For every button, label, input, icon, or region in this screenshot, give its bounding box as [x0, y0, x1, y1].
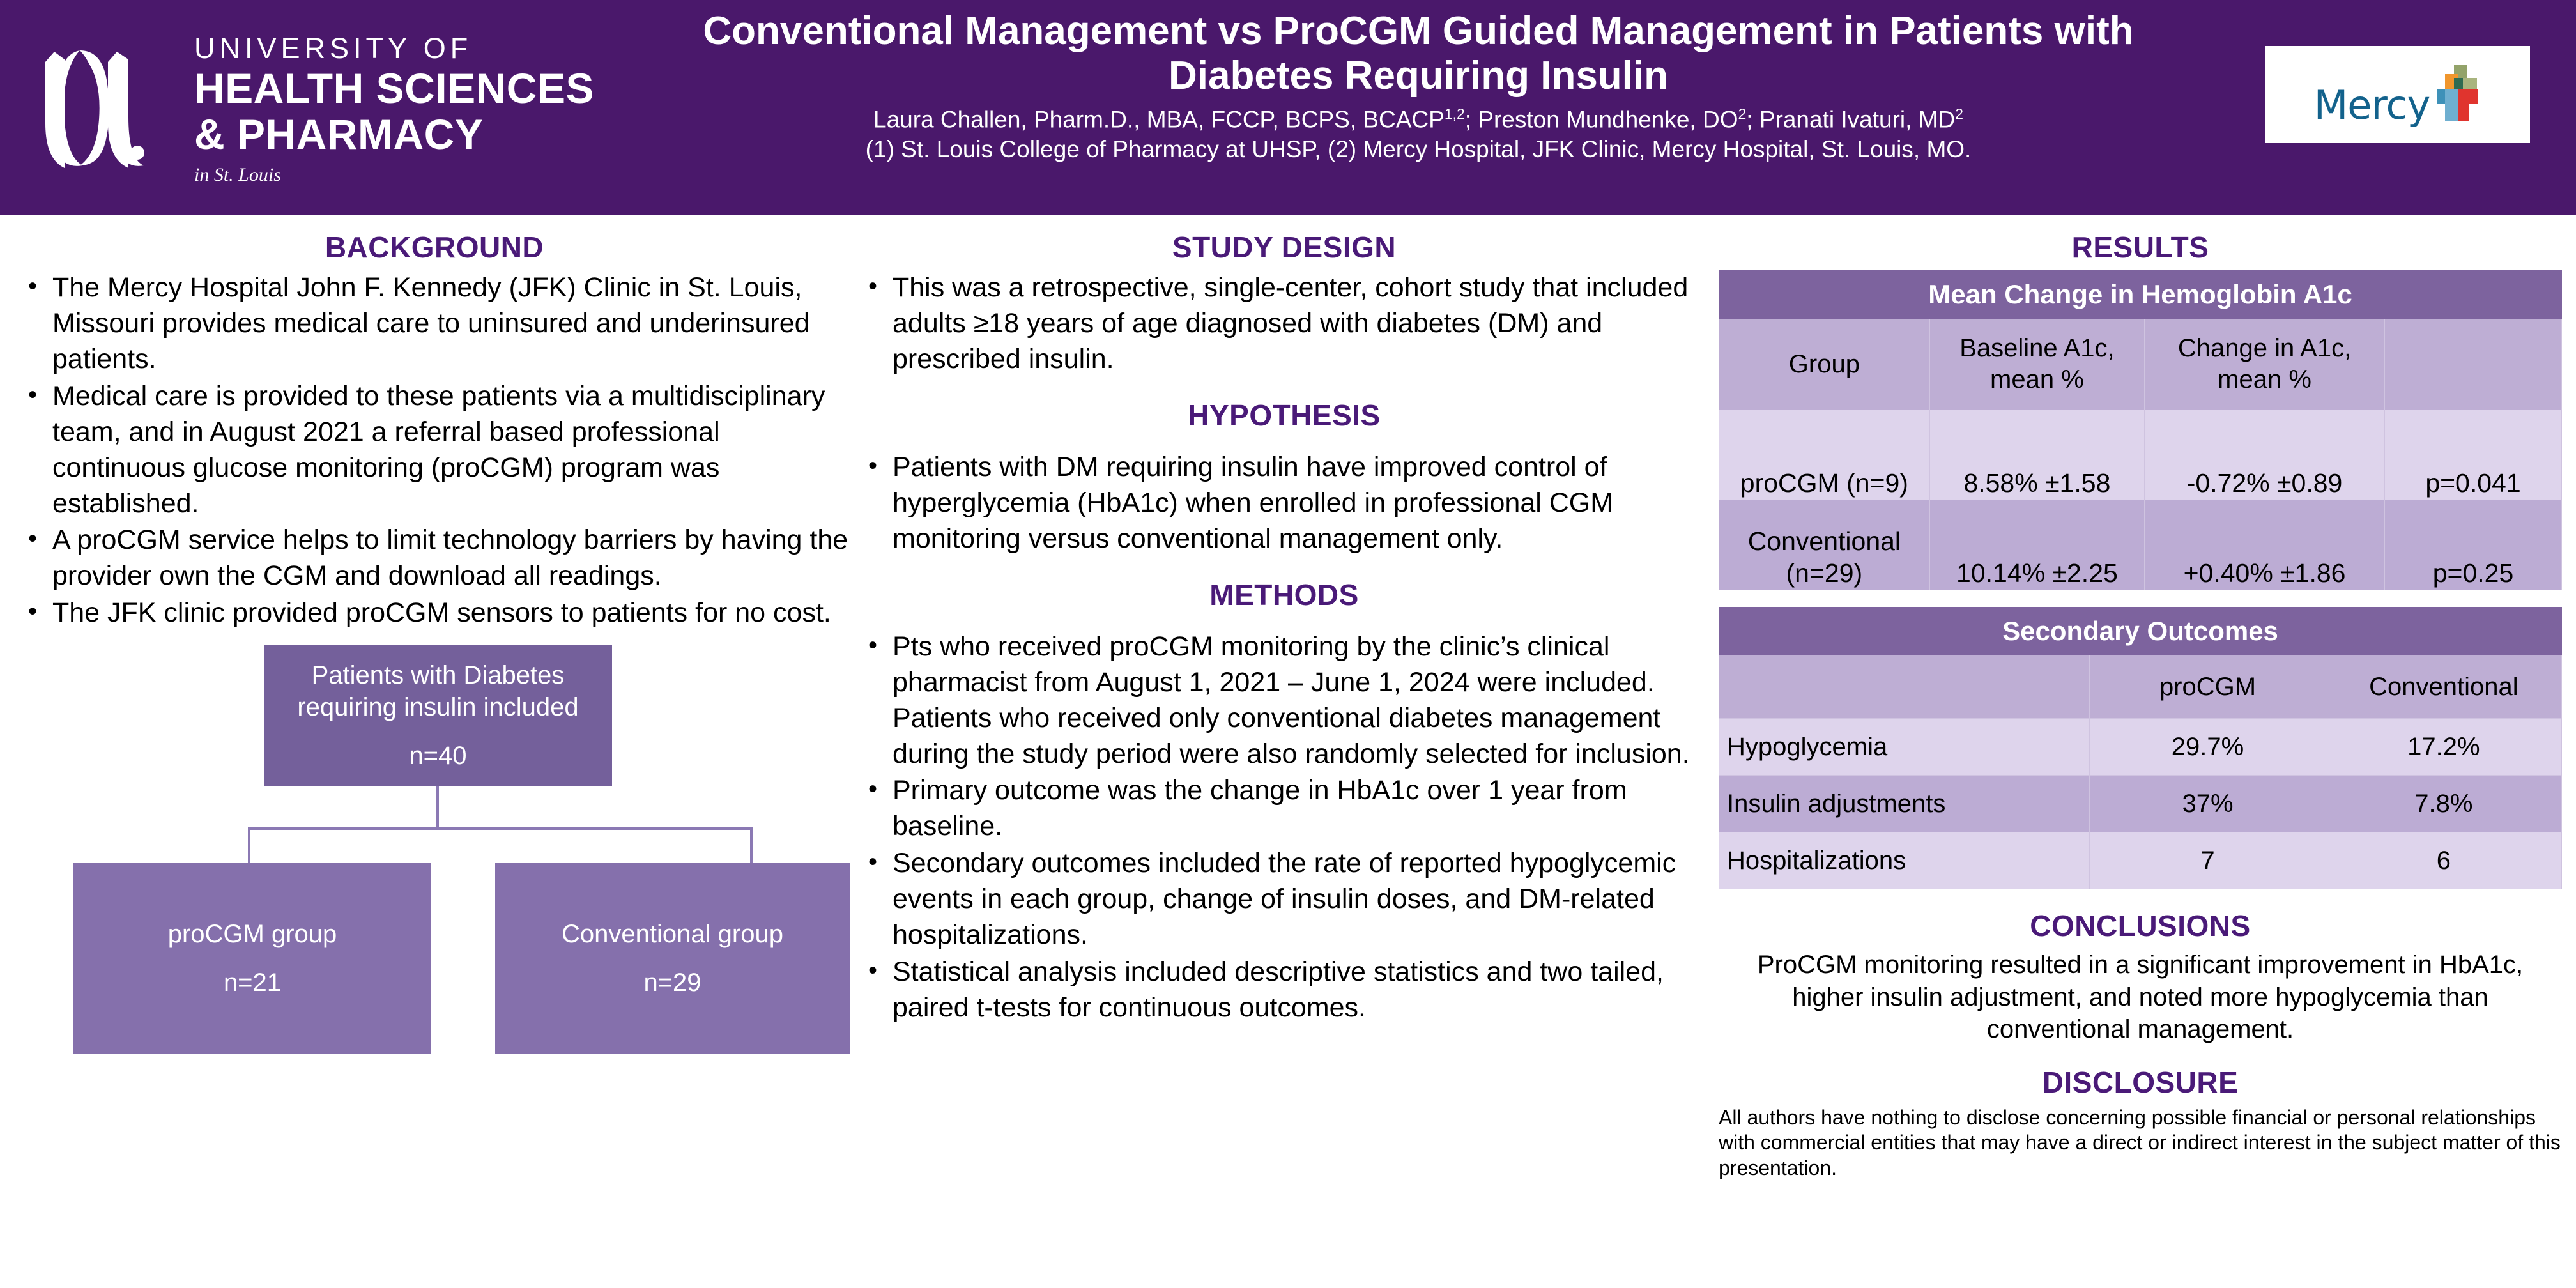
- cell-group: Conventional (n=29): [1719, 500, 1930, 590]
- authors-text-3: ; Pranati Ivaturi, MD: [1746, 106, 1956, 133]
- flow-connector-stem: [436, 786, 439, 828]
- table-row: [1719, 719, 2562, 776]
- table-row: [1719, 410, 2562, 500]
- mercy-logo: [2265, 46, 2530, 143]
- cell-conventional-value: 7.8%: [2326, 776, 2561, 832]
- university-logo: [35, 32, 610, 185]
- column-header-outcome: [1719, 656, 2090, 719]
- methods-bullet: • Secondary outcomes included the rate of reported hypoglycemic events in each group, change of insulin doses, and DM-related hospitalizations.: [859, 846, 1709, 953]
- column-right: [1719, 230, 2562, 1181]
- cell-procgm-value: 7: [2090, 832, 2326, 889]
- background-bullet: • The Mercy Hospital John F. Kennedy (JFK) Clinic in St. Louis, Missouri provides medical care to uninsured and underinsured patients.: [19, 270, 850, 378]
- cell-change-a1c: +0.40% ±1.86: [2145, 500, 2385, 590]
- section-heading-hypothesis: HYPOTHESIS: [1188, 398, 1381, 432]
- methods-bullet: • Primary outcome was the change in HbA1c over 1 year from baseline.: [859, 773, 1709, 845]
- flow-box-included-patients: [264, 645, 612, 786]
- section-heading-results: RESULTS: [2071, 231, 2209, 264]
- table-header-row: [1719, 319, 2562, 410]
- study-design-bullet-list: [859, 270, 1709, 378]
- column-header-procgm: proCGM: [2090, 656, 2326, 719]
- mercy-cross-icon: [2431, 64, 2481, 123]
- cell-pvalue: p=0.041: [2385, 410, 2562, 500]
- flow-connector-right: [750, 827, 753, 864]
- flow-connector-left: [248, 827, 250, 864]
- table-title-a1c: Mean Change in Hemoglobin A1c: [1719, 271, 2562, 319]
- title-block: [626, 9, 2211, 165]
- authors-text: Laura Challen, Pharm.D., MBA, FCCP, BCPS, BCACP: [873, 106, 1445, 133]
- author-list: [626, 105, 2211, 135]
- cell-conventional-value: 17.2%: [2326, 719, 2561, 776]
- author-sup-2: 2: [1738, 105, 1747, 123]
- cell-conventional-value: 6: [2326, 832, 2561, 889]
- uhsp-monogram-icon: [35, 40, 172, 178]
- flow-box-label: Conventional group: [562, 919, 783, 948]
- author-sup-3: 2: [1955, 105, 1963, 123]
- section-heading-methods: METHODS: [1209, 578, 1359, 611]
- column-header-change-a1c: Change in A1c, mean %: [2145, 319, 2385, 410]
- flow-connector-horizontal: [248, 827, 753, 830]
- flow-box-count: n=21: [223, 969, 282, 997]
- poster-title: Conventional Management vs ProCGM Guided Management in Patients with Diabetes Requiring Insulin: [703, 9, 2134, 98]
- column-header-pvalue: [2385, 319, 2562, 410]
- cell-outcome-label: Insulin adjustments: [1719, 776, 2090, 832]
- table-header-row: [1719, 656, 2562, 719]
- conclusions-text: ProCGM monitoring resulted in a significant improvement in HbA1c, higher insulin adjustment, and noted more hypoglycemia than conventional management.: [1757, 951, 2524, 1044]
- cell-outcome-label: Hypoglycemia: [1719, 719, 2090, 776]
- mercy-wordmark: Mercy: [2313, 82, 2430, 128]
- flow-box-label: Patients with Diabetes requiring insulin included: [297, 661, 579, 721]
- disclosure-text: All authors have nothing to disclose concerning possible financial or personal relationships with commercial entities that may have a direct or indirect interest in the subject matter of this presentation.: [1719, 1105, 2561, 1180]
- cell-group: proCGM (n=9): [1719, 410, 1930, 500]
- column-left: [19, 230, 850, 997]
- background-bullet-list: [19, 270, 850, 631]
- cell-pvalue: p=0.25: [2385, 500, 2562, 590]
- cell-baseline-a1c: 8.58% ±1.58: [1929, 410, 2144, 500]
- table-row: [1719, 500, 2562, 590]
- methods-bullet: • Pts who received proCGM monitoring by the clinic’s clinical pharmacist from August 1, 2021 – June 1, 2024 were included. Patients who received only conventional diabetes management during the study period were also randomly selected for inclusion.: [859, 629, 1709, 772]
- cell-procgm-value: 29.7%: [2090, 719, 2326, 776]
- patient-flow-diagram: [19, 645, 850, 997]
- table-row: [1719, 776, 2562, 832]
- hypothesis-bullet: • Patients with DM requiring insulin have improved control of hyperglycemia (HbA1c) when enrolled in professional CGM monitoring versus conventional management only.: [859, 450, 1709, 557]
- table-mean-change-a1c: [1719, 270, 2562, 590]
- authors-text-2: ; Preston Mundhenke, DO: [1464, 106, 1738, 133]
- section-heading-conclusions: CONCLUSIONS: [2030, 909, 2251, 943]
- flow-box-procgm-group: [73, 862, 431, 1054]
- background-bullet: • Medical care is provided to these patients via a multidisciplinary team, and in August 2021 a referral based professional continuous glucose monitoring (proCGM) program was established.: [19, 379, 850, 522]
- section-heading-study-design: STUDY DESIGN: [1172, 231, 1397, 264]
- table-row: [1719, 832, 2562, 889]
- table-title-secondary: Secondary Outcomes: [1719, 608, 2562, 656]
- hypothesis-bullet-list: [859, 450, 1709, 557]
- cell-baseline-a1c: 10.14% ±2.25: [1929, 500, 2144, 590]
- affiliations: (1) St. Louis College of Pharmacy at UHSP, (2) Mercy Hospital, JFK Clinic, Mercy Hospital, St. Louis, MO.: [865, 136, 1972, 163]
- methods-bullet-list: [859, 629, 1709, 1026]
- table-secondary-outcomes: [1719, 607, 2562, 889]
- cell-change-a1c: -0.72% ±0.89: [2145, 410, 2385, 500]
- column-header-baseline-a1c: Baseline A1c, mean %: [1929, 319, 2144, 410]
- author-sup-1: 1,2: [1444, 105, 1465, 123]
- cell-procgm-value: 37%: [2090, 776, 2326, 832]
- logo-line-health-sciences: HEALTH SCIENCES: [194, 64, 594, 112]
- cell-outcome-label: Hospitalizations: [1719, 832, 2090, 889]
- logo-line-pharmacy: & PHARMACY: [194, 111, 484, 158]
- background-bullet: • The JFK clinic provided proCGM sensors to patients for no cost.: [19, 595, 850, 631]
- background-bullet: • A proCGM service helps to limit technology barriers by having the provider own the CGM and download all readings.: [19, 523, 850, 594]
- logo-line-in-st-louis: in St. Louis: [194, 164, 281, 185]
- poster-header-bar: [0, 0, 2576, 215]
- column-middle: [859, 230, 1709, 1027]
- flow-box-conventional-group: [495, 862, 850, 1054]
- section-heading-background: BACKGROUND: [325, 231, 544, 264]
- logo-line-university-of: UNIVERSITY OF: [194, 32, 473, 65]
- section-heading-disclosure: DISCLOSURE: [2042, 1065, 2239, 1099]
- flow-box-label: proCGM group: [167, 919, 337, 948]
- flow-box-count: n=40: [409, 742, 467, 770]
- flow-box-count: n=29: [643, 969, 702, 997]
- study-design-bullet: • This was a retrospective, single-center, cohort study that included adults ≥18 years of age diagnosed with diabetes (DM) and prescribed insulin.: [859, 270, 1709, 378]
- column-header-conventional: Conventional: [2326, 656, 2561, 719]
- methods-bullet: • Statistical analysis included descriptive statistics and two tailed, paired t-tests for continuous outcomes.: [859, 954, 1709, 1026]
- column-header-group: Group: [1719, 319, 1930, 410]
